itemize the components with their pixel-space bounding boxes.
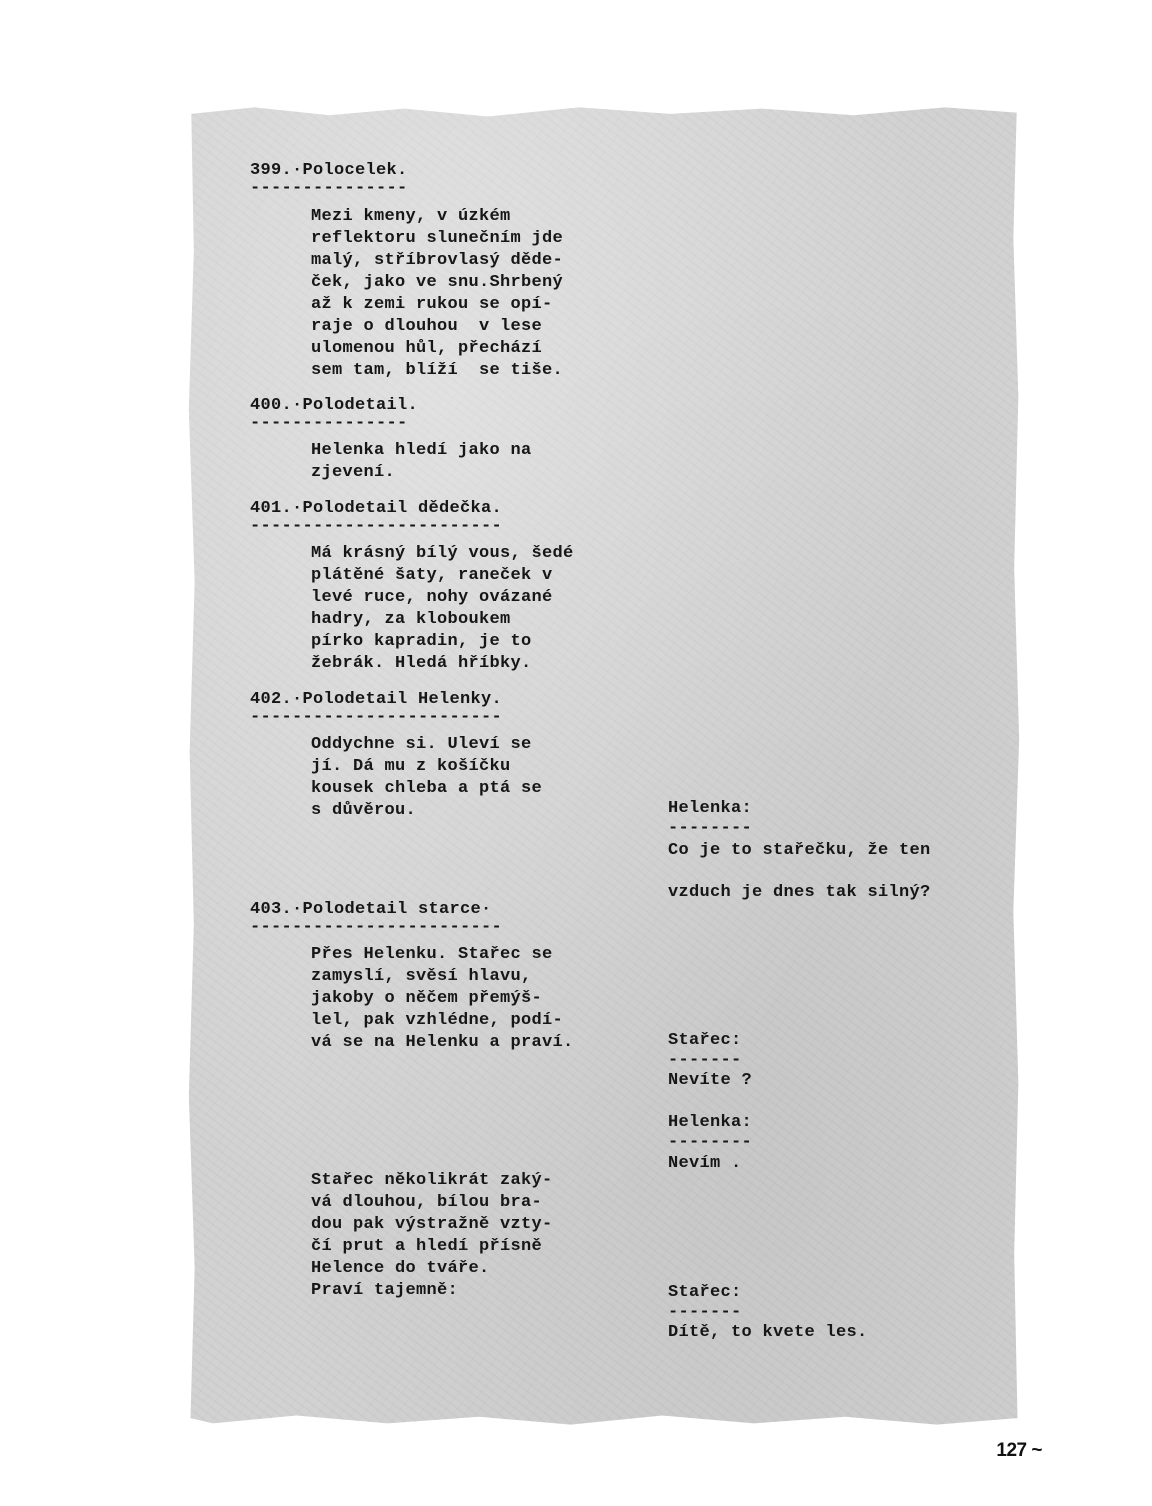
action-line: čí prut a hledí přísně [311,1237,543,1256]
dialogue-line: Nevíte ? [668,1071,753,1090]
dialogue-line: Nevím . [668,1154,742,1173]
shot-body-line: reflektoru slunečním jde [311,229,564,248]
shot-body-line: jí. Dá mu z košíčku [311,757,511,776]
shot-heading-399: 399.·Polocelek. [250,161,408,180]
shot-body-line: až k zemi rukou se opí- [311,295,553,314]
dialogue-line: vzduch je dnes tak silný? [668,883,931,902]
shot-body-line: levé ruce, nohy ovázané [311,588,553,607]
shot-rule-399: --------------- [250,179,408,198]
shot-body-line: vá se na Helenku a praví. [311,1033,574,1052]
shot-body-line: zamyslí, svěsí hlavu, [311,967,532,986]
shot-body-line: lel, pak vzhlédne, podí- [311,1011,564,1030]
shot-rule-403: ------------------------ [250,918,503,937]
shot-body-line: malý, stříbrovlasý děde- [311,251,564,270]
shot-heading-400: 400.·Polodetail. [250,396,419,415]
shot-body-line: kousek chleba a ptá se [311,779,543,798]
shot-body-line: plátěné šaty, raneček v [311,566,553,585]
shot-heading-403: 403.·Polodetail starce· [250,900,492,919]
dialogue-line: Dítě, to kvete les. [668,1323,868,1342]
action-line: vá dlouhou, bílou bra- [311,1193,543,1212]
dialogue-speaker: Helenka: [668,799,753,818]
shot-rule-401: ------------------------ [250,517,503,536]
dialogue-line: Co je to stařečku, že ten [668,841,931,860]
shot-rule-400: --------------- [250,414,408,433]
shot-body-line: Oddychne si. Uleví se [311,735,532,754]
dialogue-rule: -------- [668,1133,753,1152]
shot-body-line: Helenka hledí jako na [311,441,532,460]
shot-body-line: Přes Helenku. Stařec se [311,945,553,964]
shot-heading-401: 401.·Polodetail dědečka. [250,499,503,518]
dialogue-speaker: Stařec: [668,1283,742,1302]
action-line: Praví tajemně: [311,1281,459,1300]
dialogue-rule: ------- [668,1303,742,1322]
shot-body-line: sem tam, blíží se tiše. [311,361,564,380]
shot-body-line: s důvěrou. [311,801,417,820]
action-line: Stařec několikrát zaký- [311,1171,553,1190]
shot-rule-402: ------------------------ [250,708,503,727]
shot-body-line: zjevení. [311,463,396,482]
shot-body-line: raje o dlouhou v lese [311,317,543,336]
shot-heading-402: 402.·Polodetail Helenky. [250,690,503,709]
action-line: Helence do tváře. [311,1259,490,1278]
dialogue-rule: ------- [668,1051,742,1070]
dialogue-speaker: Helenka: [668,1113,753,1132]
action-line: dou pak výstražně vzty- [311,1215,553,1234]
shot-body-line: hadry, za kloboukem [311,610,511,629]
shot-body-line: žebrák. Hledá hříbky. [311,654,532,673]
dialogue-speaker: Stařec: [668,1031,742,1050]
shot-body-line: ček, jako ve snu.Shrbený [311,273,564,292]
shot-body-line: jakoby o něčem přemýš- [311,989,543,1008]
shot-body-line: Mezi kmeny, v úzkém [311,207,511,226]
page-number: 127 ~ [996,1440,1042,1461]
shot-body-line: pírko kapradin, je to [311,632,532,651]
shot-body-line: Má krásný bílý vous, šedé [311,544,574,563]
shot-body-line: ulomenou hůl, přechází [311,339,543,358]
dialogue-rule: -------- [668,819,753,838]
